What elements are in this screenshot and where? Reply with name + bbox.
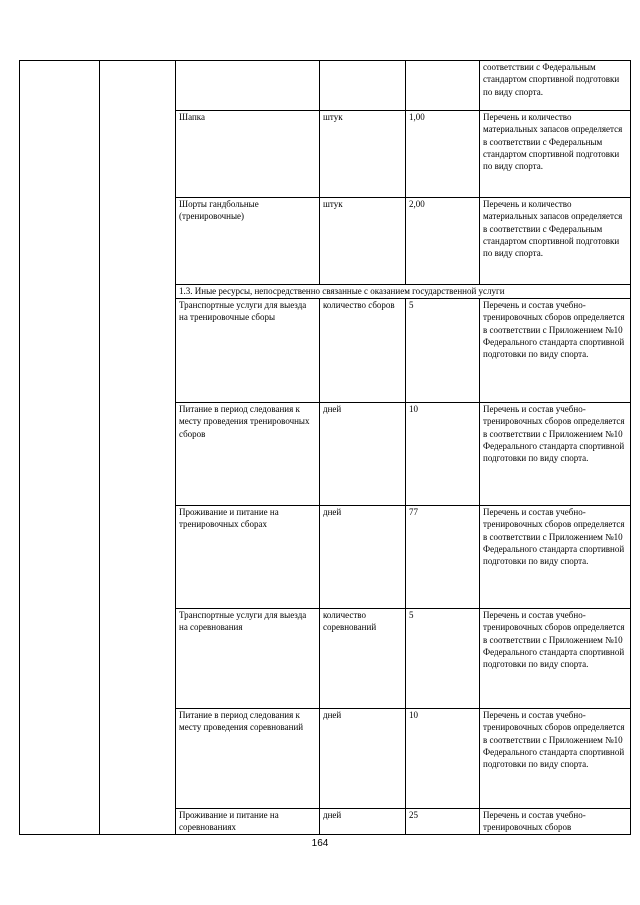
resource-name-cell: Транспортные услуги для выезда на соревнования bbox=[176, 609, 320, 709]
quantity-cell: 10 bbox=[406, 709, 480, 809]
unit-cell: штук bbox=[320, 111, 406, 198]
resource-name-cell bbox=[176, 61, 320, 111]
resource-name-cell: Питание в период следования к месту проведения тренировочных сборов bbox=[176, 403, 320, 506]
section-heading: 1.3. Иные ресурсы, непосредственно связанные с оказанием государственной услуги bbox=[176, 285, 631, 299]
quantity-cell: 5 bbox=[406, 299, 480, 403]
resource-name-cell: Шапка bbox=[176, 111, 320, 198]
blank-column-2 bbox=[100, 61, 176, 835]
quantity-cell: 1,00 bbox=[406, 111, 480, 198]
blank-column-1 bbox=[20, 61, 100, 835]
unit-cell: количество соревнований bbox=[320, 609, 406, 709]
resource-name-cell: Питание в период следования к месту проведения соревнований bbox=[176, 709, 320, 809]
quantity-cell: 5 bbox=[406, 609, 480, 709]
note-cell: Перечень и состав учебно-тренировочных сборов определяется в соответствии с Приложением №10 Федерального стандарта спортивной подготовки по виду спорта. bbox=[480, 609, 631, 709]
note-cell: Перечень и количество материальных запасов определяется в соответствии с Федеральным стандартом спортивной подготовки по виду спорта. bbox=[480, 111, 631, 198]
note-cell: Перечень и количество материальных запасов определяется в соответствии с Федеральным стандартом спортивной подготовки по виду спорта. bbox=[480, 198, 631, 285]
unit-cell: количество сборов bbox=[320, 299, 406, 403]
note-cell: Перечень и состав учебно-тренировочных сборов определяется в соответствии с Приложением №10 Федерального стандарта спортивной подготовки по виду спорта. bbox=[480, 506, 631, 609]
page-number: 164 bbox=[311, 838, 329, 849]
table-row bbox=[20, 61, 631, 111]
resource-name-cell: Шорты гандбольные (тренировочные) bbox=[176, 198, 320, 285]
note-cell: соответствии с Федеральным стандартом спортивной подготовки по виду спорта. bbox=[480, 61, 631, 111]
resources-table bbox=[19, 60, 631, 835]
unit-cell: штук bbox=[320, 198, 406, 285]
quantity-cell: 10 bbox=[406, 403, 480, 506]
note-cell: Перечень и состав учебно-тренировочных сборов bbox=[480, 809, 631, 835]
note-cell: Перечень и состав учебно-тренировочных сборов определяется в соответствии с Приложением №10 Федерального стандарта спортивной подготовки по виду спорта. bbox=[480, 299, 631, 403]
resource-name-cell: Проживание и питание на соревнованиях bbox=[176, 809, 320, 835]
quantity-cell bbox=[406, 61, 480, 111]
resource-name-cell: Транспортные услуги для выезда на тренировочные сборы bbox=[176, 299, 320, 403]
resource-name-cell: Проживание и питание на тренировочных сборах bbox=[176, 506, 320, 609]
quantity-cell: 77 bbox=[406, 506, 480, 609]
unit-cell bbox=[320, 61, 406, 111]
note-cell: Перечень и состав учебно-тренировочных сборов определяется в соответствии с Приложением №10 Федерального стандарта спортивной подготовки по виду спорта. bbox=[480, 403, 631, 506]
note-cell: Перечень и состав учебно-тренировочных сборов определяется в соответствии с Приложением №10 Федерального стандарта спортивной подготовки по виду спорта. bbox=[480, 709, 631, 809]
unit-cell: дней bbox=[320, 809, 406, 835]
quantity-cell: 2,00 bbox=[406, 198, 480, 285]
unit-cell: дней bbox=[320, 709, 406, 809]
quantity-cell: 25 bbox=[406, 809, 480, 835]
unit-cell: дней bbox=[320, 403, 406, 506]
unit-cell: дней bbox=[320, 506, 406, 609]
